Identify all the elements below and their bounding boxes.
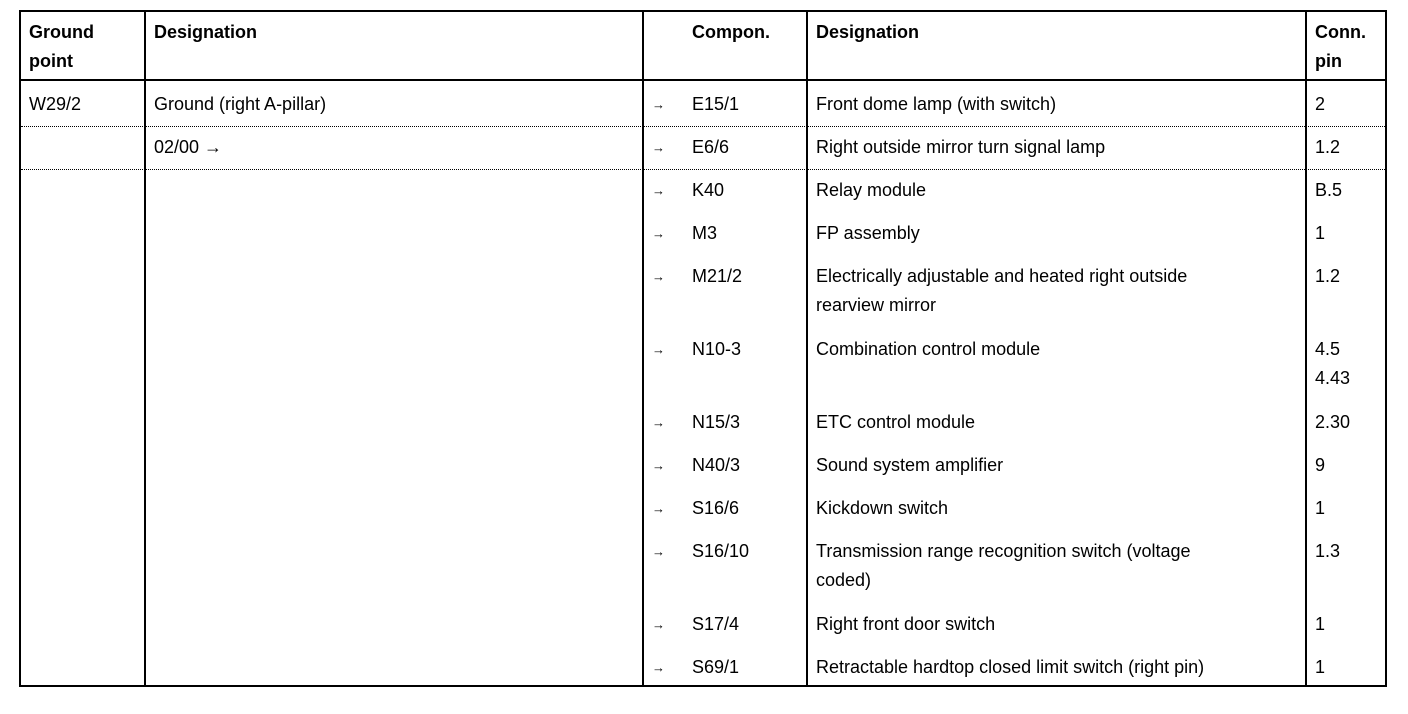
connector-pin: 1 (1315, 223, 1326, 243)
ground-point-note: 02/00 → (154, 137, 223, 157)
connector-pin: 1.3 (1315, 541, 1341, 561)
arrow-icon: → (652, 415, 665, 430)
column-divider (1305, 12, 1307, 685)
component-designation: Right front door switch (816, 614, 996, 634)
header-divider (21, 79, 1385, 81)
ground-point-id: W29/2 (29, 94, 82, 114)
component-designation: Sound system amplifier (816, 455, 1004, 475)
ground-point-designation: Ground (right A-pillar) (154, 94, 327, 114)
header-designation-component: Designation (816, 22, 920, 42)
arrow-icon: → (652, 501, 665, 516)
component-code: N15/3 (692, 412, 741, 432)
ground-point-table (19, 10, 1387, 687)
connector-pin: 2 (1315, 94, 1326, 114)
component-code: S69/1 (692, 657, 740, 677)
component-designation: Retractable hardtop closed limit switch (right pin) (816, 657, 1205, 677)
connector-pin: 1 (1315, 614, 1326, 634)
arrow-icon: → (652, 226, 665, 241)
arrow-icon: → (652, 269, 665, 284)
component-code: N10-3 (692, 339, 742, 359)
component-designation: Right outside mirror turn signal lamp (816, 137, 1106, 157)
connector-pin: 2.30 (1315, 412, 1351, 432)
connector-pin: 1.2 (1315, 266, 1341, 286)
column-divider (806, 12, 808, 685)
arrow-icon: → (652, 660, 665, 675)
component-designation: ETC control module (816, 412, 976, 432)
connector-pin: 1 (1315, 498, 1326, 518)
arrow-icon: → (652, 140, 665, 155)
component-code: N40/3 (692, 455, 741, 475)
component-designation: Relay module (816, 180, 927, 200)
connector-pin: 1 (1315, 657, 1326, 677)
arrow-icon: → (652, 342, 665, 357)
arrow-icon: → (652, 183, 665, 198)
arrow-icon: → (652, 97, 665, 112)
component-designation: Front dome lamp (with switch) (816, 94, 1057, 114)
connector-pin: B.5 (1315, 180, 1343, 200)
dotted-row-divider (21, 126, 1387, 127)
column-divider (144, 12, 146, 685)
component-designation: FP assembly (816, 223, 920, 243)
component-code: E6/6 (692, 137, 730, 157)
dotted-row-divider (21, 169, 1387, 170)
arrow-icon: → (652, 544, 665, 559)
component-code: S16/10 (692, 541, 750, 561)
header-designation: Designation (154, 22, 258, 42)
arrow-icon: → (652, 617, 665, 632)
header-ground-point: Ground point (29, 22, 94, 71)
component-designation: Combination control module (816, 339, 1041, 359)
component-code: M21/2 (692, 266, 743, 286)
column-divider (642, 12, 644, 685)
connector-pin: 4.5 4.43 (1315, 339, 1351, 388)
component-code: S17/4 (692, 614, 740, 634)
component-designation: Transmission range recognition switch (voltage coded) (816, 541, 1191, 590)
header-component: Compon. (692, 22, 770, 42)
header-conn-pin: Conn. pin (1315, 22, 1366, 71)
component-code: E15/1 (692, 94, 740, 114)
connector-pin: 9 (1315, 455, 1326, 475)
component-code: M3 (692, 223, 718, 243)
component-code: K40 (692, 180, 725, 200)
component-code: S16/6 (692, 498, 740, 518)
component-designation: Kickdown switch (816, 498, 949, 518)
component-designation: Electrically adjustable and heated right outside rearview mirror (816, 266, 1188, 315)
connector-pin: 1.2 (1315, 137, 1341, 157)
arrow-icon: → (652, 458, 665, 473)
